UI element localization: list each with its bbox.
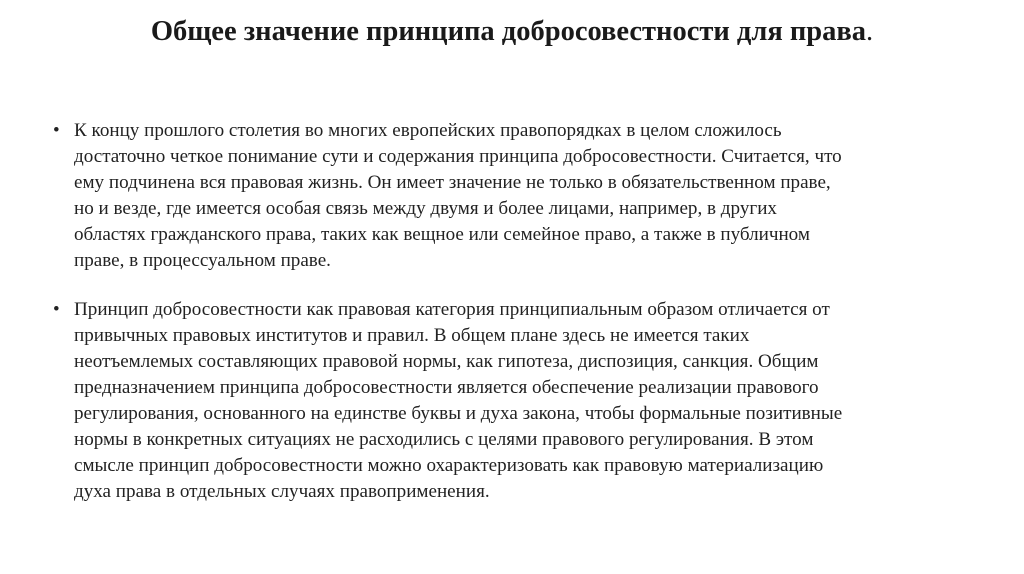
bullet-dot-icon: • (53, 299, 60, 321)
slide-title (0, 12, 1024, 52)
bullet-text-line: достаточно четкое понимание сути и содержания принципа добросовестности. Считается, что (74, 145, 842, 167)
bullet-text-line: праве, в процессуальном праве. (74, 249, 331, 271)
bullet-text-line: ему подчинена вся правовая жизнь. Он имеет значение не только в обязательственном праве, (74, 171, 831, 193)
slide-title-period: . (866, 16, 874, 47)
bullet-text-line: К концу прошлого столетия во многих европейских правопорядках в целом сложилось (74, 120, 782, 141)
bullet-text-line: смысле принцип добросовестности можно охарактеризовать как правовую материализацию (74, 454, 824, 476)
bullet-item-2 (50, 297, 950, 504)
bullet-text-line: привычных правовых институтов и правил. В общем плане здесь не имеется таких (74, 325, 750, 347)
bullet-text-line: но и везде, где имеется особая связь между двумя и более лицами, например, в других (74, 197, 777, 219)
bullet-list (50, 118, 950, 505)
bullet-text-line: духа права в отдельных случаях правоприменения. (74, 480, 490, 502)
bullet-text-line: предназначением принципа добросовестности является обеспечение реализации правового (74, 377, 819, 399)
bullet-dot-icon: • (53, 120, 60, 141)
slide-title-text: Общее значение принципа добросовестности для права (150, 16, 867, 47)
bullet-text-line: нормы в конкретных ситуациях не расходились с целями правового регулирования. В этом (74, 428, 814, 450)
bullet-item-1 (50, 118, 950, 273)
bullet-text-line: областях гражданского права, таких как вещное или семейное право, а также в публичном (74, 223, 810, 245)
bullet-text-line: регулирования, основанного на единстве буквы и духа закона, чтобы формальные позитивные (74, 403, 843, 425)
bullet-text-line: неотъемлемых составляющих правовой нормы, как гипотеза, диспозиция, санкция. Общим (74, 351, 819, 373)
bullet-text-line: Принцип добросовестности как правовая категория принципиальным образом отличается от (74, 299, 830, 321)
